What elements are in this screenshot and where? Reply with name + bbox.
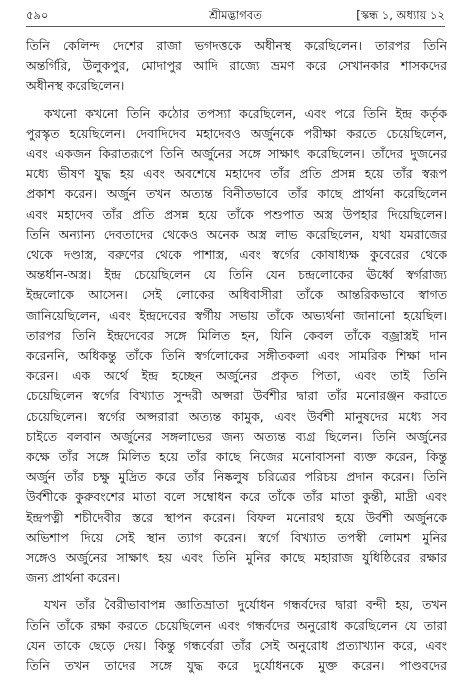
text-line: কখনো কখনো তিনি কঠোর তপস্যা করেছিলেন, এবং পরে তিনি ইন্দ্র কর্তৃক [44, 105, 447, 121]
text-line: তিনি তখন তাদের সঙ্গে যুদ্ধ করে দুর্যোধনকে মুক্ত করেন। পাণ্ডবদের [26, 658, 447, 674]
text-line: তিনি তাঁকে রক্ষা করতে চেয়েছিলেন এবং গন্ধর্বদের অনুরোধ করেছিলেন যে তারা [26, 617, 447, 633]
text-line: মধ্যে ভীষণ যুদ্ধ হয় এবং অবশেষে মহাদেব তাঁর প্রতি প্রসন্ন হয়ে তাঁর স্বরূপ [26, 166, 447, 182]
running-header [26, 2, 445, 27]
paragraph [26, 104, 447, 589]
text-line: করেন। এক অর্থে ইন্দ্র হচ্ছেন অর্জুনের প্রকৃত পিতা, এবং তাই তিনি [26, 368, 447, 384]
text-line: করেননি, অধিকন্তু তাঁকে তিনি স্বর্গলোকের সঙ্গীতকলা এবং সামরিক শিক্ষা দান [26, 348, 447, 364]
text-line: অভিশাপ দিয়ে সেই স্থান ত্যাগ করেন। স্বর্গে বিখ্যাত তপস্বী লোমশ মুনির [26, 529, 447, 545]
text-line: এবং মহাদেব তাঁর প্রতি প্রসন্ন হয়ে তাঁকে পশুপাত অস্ত্র উপহার দিয়েছিলেন। [26, 206, 447, 222]
text-line: এবং একজন কিরাতরূপে তিনি অর্জুনের সঙ্গে সাক্ষাৎ করেছিলেন। তাঁদের দুজনের [26, 146, 447, 162]
text-line: সঙ্গেও অর্জুনের সাক্ষাৎ হয় এবং তিনি মুনির কাছে মহারাজ যুধিষ্ঠিরের রক্ষার [26, 550, 447, 566]
text-line: পুরস্কৃত হয়েছিলেন। দেবাদিদেব মহাদেবও অর্জুনকে পরীক্ষা করতে চেয়েছিলেন, [26, 125, 447, 141]
text-line: চেয়েছিলেন। স্বর্গের অপ্সরারা অত্যন্ত কামুক, এবং উর্বশী মানুষদের মধ্যে সব [26, 408, 447, 424]
text-line: থেকে দণ্ডাস্ত্র, বরুণের থেকে পাশাস্ত্র, এবং স্বর্গের কোষাধ্যক্ষ কুবেরের থেকে [26, 247, 447, 263]
text-line: জানিয়েছিলেন, এবং ইন্দ্রদেবের স্বর্গীয় সভায় তাঁকে অভ্যর্থনা জানানো হয়েছিল। [26, 307, 447, 323]
text-line: তারপর তিনি ইন্দ্রদেবের সঙ্গে মিলিত হন, যিনি কেবল তাঁকে বজ্রাস্ত্রই দান [26, 327, 447, 343]
text-line: উর্বশীকে কুরুবংশের মাতা বলে সম্বোধন করে তাঁকে তাঁর মাতা কুন্তী, মাদ্রী এবং [26, 489, 447, 505]
text-line: কক্ষে তাঁর সঙ্গে মিলিত হয়ে তাঁর কাছে নিজের মনোবাসনা ব্যক্ত করেন, কিন্তু [26, 449, 447, 465]
page-number: ৫৯০ [26, 8, 49, 22]
text-line: যেন তাকে ছেড়ে দেয়। কিন্তু গন্ধর্বেরা তাঁর সেই অনুরোধ প্রত্যাখ্যান করে, এবং [26, 637, 447, 653]
text-line: অধীনস্থ করেছিলেন। [26, 78, 125, 94]
text-line: প্রকাশ করেন। অর্জুন তখন অত্যন্ত বিনীতভাবে তাঁর কাছে প্রার্থনা করেছিলেন [26, 186, 447, 202]
text-line: অন্তর্গিরি, উলুকপুর, মোদাপুর আদি রাজ্যে ভ্রমণ করে সেখানকার শাসকদের [26, 58, 447, 74]
text-line: অর্জুন তাঁর চক্ষু মুদ্রিত করে তাঁর নিষ্কলুষ চরিত্রের পরিচয় প্রদান করেন। তিনি [26, 469, 447, 485]
text-line: তিনি কেলিন্দ দেশের রাজা ভগদত্তকে অধীনস্থ করেছিলেন। তারপর তিনি [26, 38, 447, 53]
text-line: চেয়েছিলেন স্বর্গের বিখ্যাত সুন্দরী অপ্সরা উর্বশীর দ্বারা তাঁর মনোরঞ্জন করাতে [26, 388, 447, 404]
paragraph [26, 36, 447, 97]
paragraph-gap [26, 97, 447, 104]
text-line: তিনি অন্যান্য দেবতাদের থেকেও অনেক অস্ত্র লাভ করেছিলেন, যথা যমরাজের [26, 226, 447, 242]
body-text [26, 36, 447, 676]
text-line: চাইতে বলবান অর্জুনের সঙ্গলাভের জন্য অত্যন্ত ব্যগ্র ছিলেন। তিনি অর্জুনের [26, 428, 447, 444]
text-line: অন্তর্ধান-অস্ত্র। ইন্দ্র চেয়েছিলেন যে তিনি যেন চন্দ্রলোকের ঊর্ধ্বে স্বর্গরাজ্য [26, 267, 447, 283]
paragraph-gap [26, 588, 447, 595]
book-title: শ্রীমদ্ভাগবত [209, 8, 262, 22]
paragraph [26, 595, 447, 676]
section-reference: [স্কন্ধ ১, অধ্যায় ১২ [356, 8, 445, 22]
text-line: যখন তাঁর বৈরীভাবাপন্ন জ্ঞাতিভ্রাতা দুর্যোধন গন্ধর্বদের দ্বারা বন্দী হয়, তখন [44, 597, 447, 613]
text-line: ইন্দ্রপত্নী শচীদেবীর স্তরে স্থাপন করেন। বিফল মনোরথ হয়ে উর্বশী অর্জুনকে [26, 509, 447, 525]
text-line: জন্য প্রার্থনা করেন। [26, 570, 121, 586]
text-line: ইন্দ্রলোকে আসেন। সেই লোকের অধিবাসীরা তাঁকে আন্তরিকভাবে স্বাগত [26, 287, 447, 303]
